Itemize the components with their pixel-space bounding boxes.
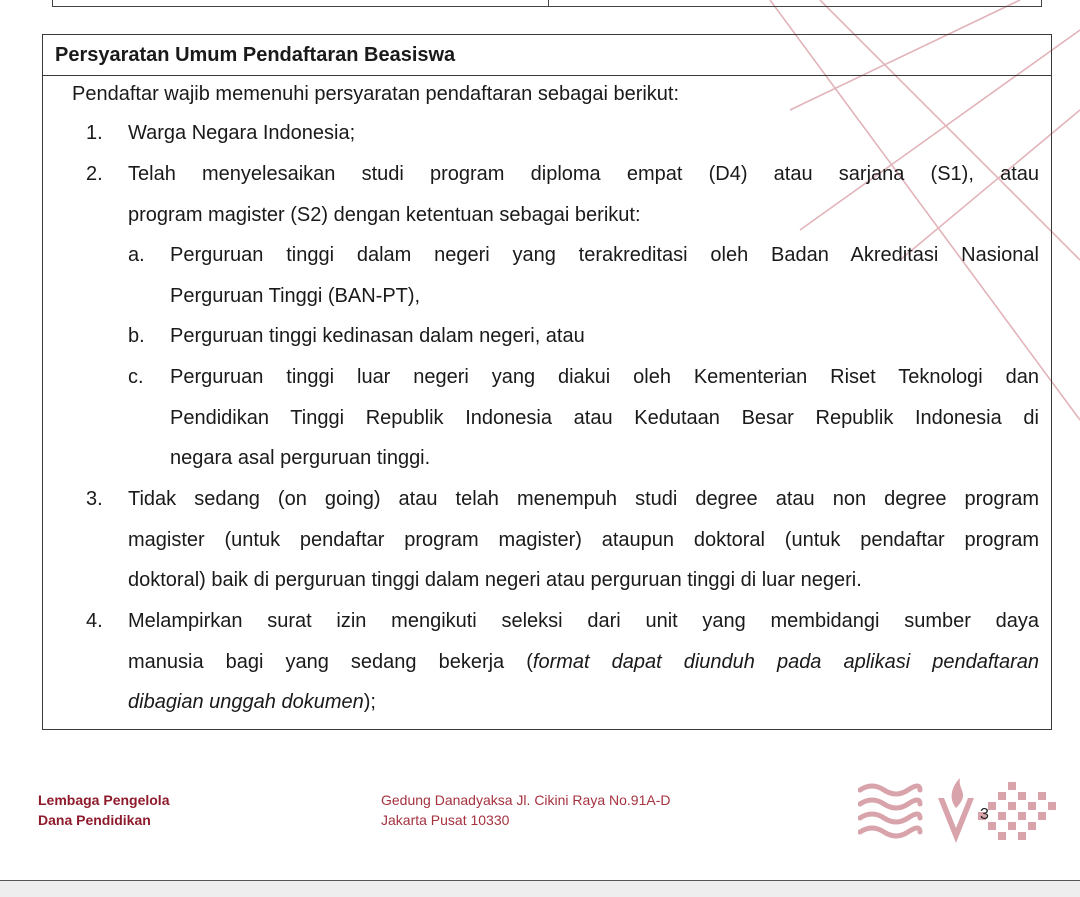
- sub-item-text: Perguruan tinggi dalam negeri yang terakreditasi oleh Badan Akreditasi Nasional: [170, 244, 1039, 266]
- sub-item-text: negara asal perguruan tinggi.: [170, 447, 431, 469]
- sub-item-letter: b.: [128, 325, 145, 347]
- sub-item-letter: a.: [128, 244, 145, 266]
- item-text: magister (untuk pendaftar program magister) ataupun doktoral (untuk pendaftar program: [128, 528, 1039, 551]
- requirements-table: [42, 34, 1052, 730]
- item-number: 1.: [86, 122, 103, 144]
- address-line1: Gedung Danadyaksa Jl. Cikini Raya No.91A-D: [381, 792, 671, 808]
- sub-item-text: Perguruan tinggi luar negeri yang diakui oleh Kementerian Riset Teknologi dan: [170, 366, 1039, 388]
- viewer-bottom-edge: [0, 880, 1080, 897]
- section-title: Persyaratan Umum Pendaftaran Beasiswa: [43, 35, 1051, 76]
- lpdp-logo-icon: [858, 778, 1058, 848]
- page-number: 3: [980, 806, 989, 823]
- org-name-line2: Dana Pendidikan: [38, 812, 151, 828]
- item-text: Telah menyelesaikan studi program diploma empat (D4) atau sarjana (S1), atau: [128, 163, 1039, 185]
- org-name-line1: Lembaga Pengelola: [38, 792, 170, 808]
- item-text: doktoral) baik di perguruan tinggi dalam negeri atau perguruan tinggi di luar negeri.: [128, 569, 862, 591]
- address-line2: Jakarta Pusat 10330: [381, 812, 510, 828]
- item-number: 4.: [86, 610, 103, 632]
- item-text-mixed: dibagian unggah dokumen);: [128, 691, 376, 713]
- footer-address: [381, 790, 670, 830]
- intro-text: Pendaftar wajib memenuhi persyaratan pendaftaran sebagai berikut:: [72, 83, 680, 105]
- sub-item-text: Perguruan tinggi kedinasan dalam negeri, atau: [170, 325, 585, 347]
- sub-item-text: Pendidikan Tinggi Republik Indonesia atau Kedutaan Besar Republik Indonesia di: [170, 406, 1039, 429]
- item-text: Tidak sedang (on going) atau telah menempuh studi degree atau non degree program: [128, 488, 1039, 510]
- item-text: program magister (S2) dengan ketentuan sebagai berikut:: [128, 203, 641, 226]
- sub-item-text: Perguruan Tinggi (BAN-PT),: [170, 284, 421, 307]
- item-text: Warga Negara Indonesia;: [128, 122, 356, 144]
- item-text-mixed: manusia bagi yang sedang bekerja (format dapat diunduh pada aplikasi pendaftaran: [128, 650, 1039, 673]
- footer-organization: [38, 790, 169, 830]
- sub-item-letter: c.: [128, 366, 144, 388]
- item-number: 3.: [86, 488, 103, 510]
- item-text: Melampirkan surat izin mengikuti seleksi dari unit yang membidangi sumber daya: [128, 610, 1039, 632]
- item-number: 2.: [86, 163, 103, 185]
- previous-table-row: [52, 0, 1042, 7]
